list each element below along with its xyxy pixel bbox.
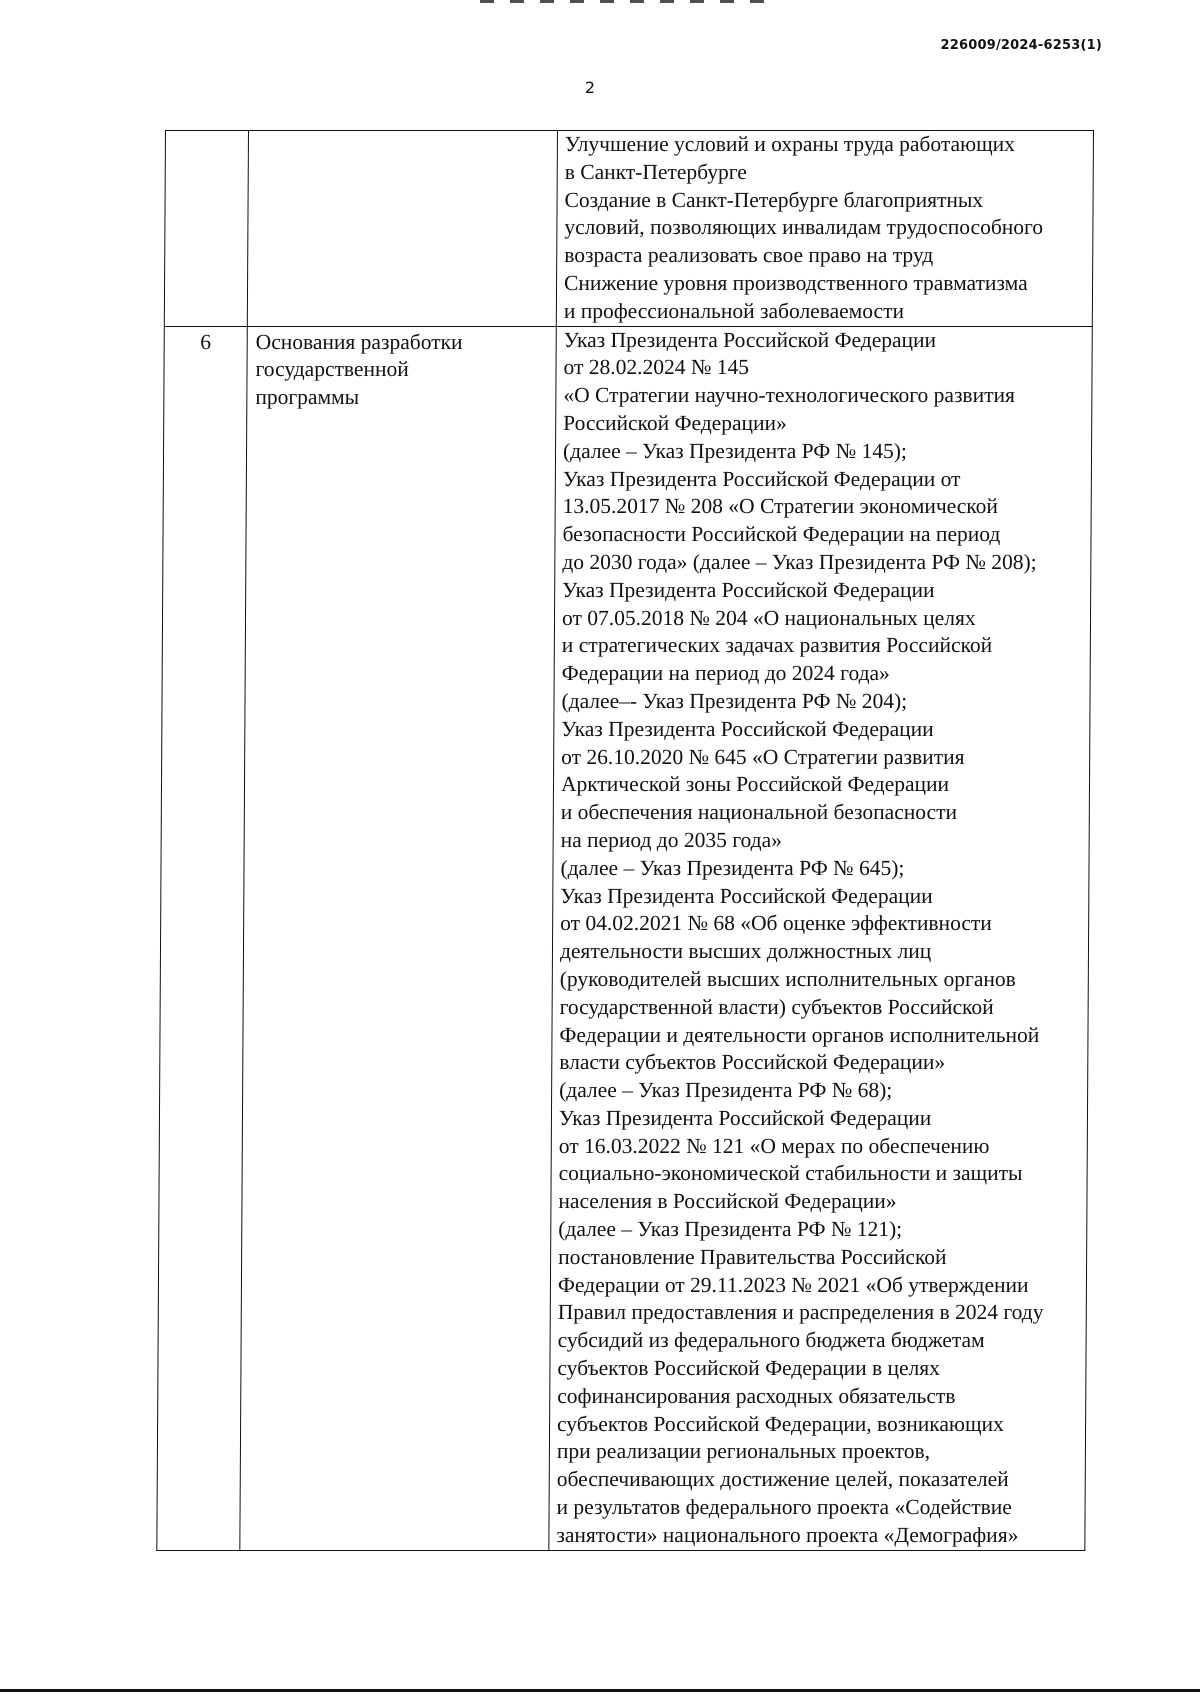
- content-line: при реализации региональных проектов,: [556, 1439, 931, 1464]
- content-line: Правил предоставления и распределения в 2024 году: [557, 1300, 1044, 1325]
- content-line: возраста реализовать свое право на труд: [564, 243, 934, 268]
- content-line: Создание в Санкт-Петербурге благоприятных: [564, 187, 984, 212]
- content-line: от 07.05.2018 № 204 «О национальных целях: [561, 605, 976, 630]
- content-line: субсидий из федерального бюджета бюджетам: [557, 1328, 985, 1353]
- content-line: субъектов Российской Федерации в целях: [557, 1356, 941, 1381]
- content-line: софинансирования расходных обязательств: [557, 1383, 956, 1408]
- content-line: (далее–- Указ Президента РФ № 204);: [561, 688, 908, 713]
- program-passport-table: [156, 130, 1094, 1551]
- content-line: Указ Президента Российской Федерации: [560, 883, 933, 908]
- row-number-cell: [164, 131, 248, 327]
- content-line: социально-экономической стабильности и защиты: [558, 1161, 1023, 1186]
- content-line: 13.05.2017 № 208 «О Стратегии экономической: [562, 494, 998, 519]
- content-line: субъектов Российской Федерации, возникающих: [557, 1411, 1004, 1436]
- row-number-cell: 6: [157, 326, 247, 1550]
- content-line: занятости» национального проекта «Демография»: [556, 1522, 1019, 1547]
- content-line: Указ Президента Российской Федерации: [558, 1105, 932, 1130]
- content-line: Федерации от 29.11.2023 № 2021 «Об утверждении: [557, 1272, 1029, 1297]
- content-line: постановление Правительства Российской: [558, 1244, 947, 1269]
- content-line: в Санкт-Петербурге: [564, 159, 747, 184]
- row-name-cell: [247, 131, 557, 327]
- content-line: безопасности Российской Федерации на период: [562, 522, 1001, 547]
- content-line: (далее – Указ Президента РФ № 121);: [558, 1217, 903, 1242]
- content-line: и профессиональной заболеваемости: [563, 298, 905, 323]
- content-line: от 28.02.2024 № 145: [563, 355, 750, 380]
- table-row-6: [157, 326, 1092, 1550]
- scan-artifact-top: [480, 0, 780, 3]
- content-line: «О Стратегии научно-технологического развития: [563, 383, 1016, 408]
- row-name-cell: [240, 326, 556, 1550]
- content-line: власти субъектов Российской Федерации»: [559, 1050, 946, 1075]
- row-content-cell: [549, 326, 1092, 1550]
- content-line: Указ Президента Российской Федерации: [561, 716, 934, 741]
- content-line: государственной власти) субъектов Российской: [559, 994, 994, 1019]
- name-line: программы: [255, 385, 360, 410]
- scan-artifact-bottom-edge: [0, 1689, 1200, 1692]
- document-registration-number: 226009/2024-6253(1): [940, 38, 1102, 53]
- content-line: от 04.02.2021 № 68 «Об оценке эффективности: [560, 911, 992, 936]
- name-line: Основания разработки: [255, 329, 463, 354]
- content-line: от 26.10.2020 № 645 «О Стратегии развития: [561, 744, 965, 769]
- page-number: 2: [584, 78, 596, 97]
- content-line: Федерации на период до 2024 года»: [561, 661, 890, 686]
- content-line: деятельности высших должностных лиц: [559, 939, 932, 964]
- program-passport-table-container: [165, 130, 1093, 1551]
- content-line: и обеспечения национальной безопасности: [560, 800, 958, 825]
- row-content-cell: [556, 131, 1093, 327]
- content-line: (далее – Указ Президента РФ № 645);: [560, 855, 905, 880]
- content-line: до 2030 года» (далее – Указ Президента РФ № 208);: [562, 549, 1037, 574]
- content-line: и результатов федерального проекта «Содействие: [556, 1495, 1012, 1520]
- name-line: государственной: [255, 357, 409, 382]
- content-line: (далее – Указ Президента РФ № 68);: [559, 1078, 893, 1103]
- content-line: и стратегических задачах развития Российской: [561, 633, 993, 658]
- content-line: Указ Президента Российской Федерации: [563, 327, 937, 352]
- content-line: Федерации и деятельности органов исполнительной: [559, 1022, 1040, 1047]
- content-line: (руководителей высших исполнительных органов: [559, 966, 1016, 991]
- content-line: на период до 2035 года»: [560, 827, 783, 852]
- content-line: условий, позволяющих инвалидам трудоспособного: [564, 215, 1044, 240]
- content-line: Арктической зоны Российской Федерации: [560, 772, 950, 797]
- content-line: обеспечивающих достижение целей, показателей: [556, 1467, 1009, 1492]
- content-line: Указ Президента Российской Федерации: [562, 577, 935, 602]
- content-line: Снижение уровня производственного травматизма: [563, 270, 1028, 295]
- table-row-continuation: [164, 131, 1093, 327]
- content-line: Российской Федерации»: [563, 410, 787, 435]
- content-line: (далее – Указ Президента РФ № 145);: [562, 438, 907, 463]
- content-line: Улучшение условий и охраны труда работающих: [564, 132, 1016, 156]
- content-line: от 16.03.2022 № 121 «О мерах по обеспечению: [558, 1133, 990, 1158]
- content-line: населения в Российской Федерации»: [558, 1189, 897, 1214]
- content-line: Указ Президента Российской Федерации от: [562, 466, 961, 491]
